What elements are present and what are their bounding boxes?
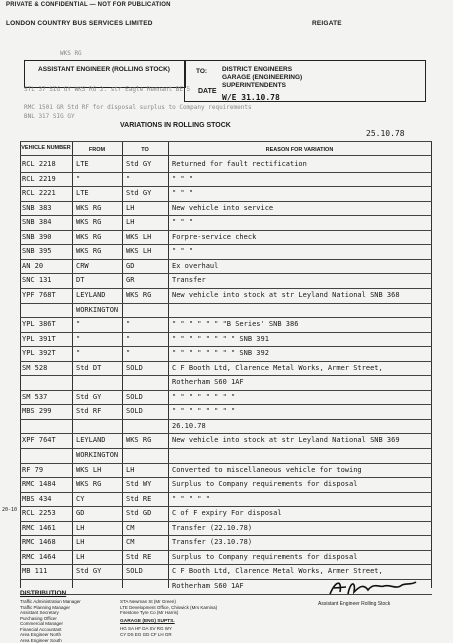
to-box [184,60,426,102]
from-box [24,60,186,88]
to-cell: Std GY [126,160,151,168]
reason-cell: Returned for fault rectification [172,160,307,168]
table-rule [20,521,432,522]
signature-title: Assistant Engineer Rolling Stock [318,601,390,607]
reason-cell: Transfer (22.10.78) [172,524,252,532]
table-rule [20,186,432,187]
reason-cell: C F Booth Ltd, Clarence Metal Works, Armer Street, [172,567,383,575]
reason-cell: New vehicle into stock at str Leyland National SNB 369 [172,436,400,444]
table-rule [20,259,432,260]
variations-table [20,141,432,588]
column-header-reason: REASON FOR VARIATION [168,147,431,153]
to-cell: GR [126,276,134,284]
from-cell: LTE [76,189,89,197]
reason-cell: " " " [172,189,193,197]
from-cell: WKS LH [76,466,101,474]
from-cell: Std GY [76,393,101,401]
column-header-vehicle: VEHICLE NUMBER [20,145,72,151]
reason-cell: " " " " " [172,495,210,503]
reason-cell: Ex overhaul [172,262,218,270]
table-rule [20,564,432,565]
vehicle-cell: RMC 1464 [22,553,56,561]
distribution-item: Traffic Planning Manager [20,605,81,611]
reason-cell: Transfer (23.10.78) [172,538,252,546]
distribution-item: Commercial Manager [20,621,81,627]
table-rule [20,390,432,391]
table-rule [20,303,432,304]
recipient: SUPERINTENDENTS [222,82,302,90]
column-header-from: FROM [72,147,122,153]
to-cell: SOLD [126,393,143,401]
table-rule [20,346,432,347]
table-rule [20,361,432,362]
reason-cell: Forpre-service check [172,233,256,241]
from-cell: WKS RG [76,480,101,488]
vehicle-cell: RMC 1461 [22,524,56,532]
column-header-to: TO [122,147,168,153]
form-date: 25.10.78 [366,129,405,138]
to-cell: LH [126,204,134,212]
to-cell: WKS RG [126,436,151,444]
from-cell: WKS RG [76,247,101,255]
reason-cell: Surplus to Company requirements for disposal [172,553,357,561]
from-cell: " [76,175,80,183]
distribution-item: Purchasing Officer [20,616,81,622]
recipient: GARAGE (ENGINEERING) [222,74,302,82]
distribution-list-1 [20,599,81,643]
to-cell: WKS LH [126,233,151,241]
table-rule [20,141,432,142]
table-rule [20,506,432,507]
vehicle-cell: RCL 2219 [22,175,56,183]
faint-text: WKS RG [60,50,82,57]
to-cell: Std RE [126,495,151,503]
vehicle-cell: MBS 299 [22,407,52,415]
confidential-banner: PRIVATE & CONFIDENTIAL — NOT FOR PUBLICATION [6,2,171,8]
table-rule [20,550,432,551]
distribution-list-2 [120,599,217,616]
table-rule [20,419,432,420]
from-cell: DT [76,276,84,284]
distribution-item: LTE Development Office, Chiswick (Mrs Kamina) [120,605,217,611]
table-rule [20,288,432,289]
from-cell: LH [76,524,84,532]
reason-cell: " " " [172,175,193,183]
reason-cell: New vehicle into stock at str Leyland National SNB 368 [172,291,400,299]
distribution-item: Area Engineer North [20,632,81,638]
distribution-item: Firestone Tyre Co (Mr Harris) [120,610,217,616]
from-cell: WORKINGTON [76,306,118,314]
vehicle-cell: SNB 384 [22,218,52,226]
to-cell: SOLD [126,364,143,372]
date-label: DATE [198,88,217,96]
to-cell: SOLD [126,567,143,575]
table-rule [20,215,432,216]
vehicle-cell: YPL 386T [22,320,56,328]
to-cell: WKS RG [126,291,151,299]
from-cell: GD [76,509,84,517]
from-cell: CY [76,495,84,503]
vehicle-cell: YPF 768T [22,291,56,299]
from-cell: WORKINGTON [76,451,118,459]
to-cell: CM [126,524,134,532]
form-title: VARIATIONS IN ROLLING STOCK [120,122,231,129]
table-rule [20,463,432,464]
vehicle-cell: YPL 392T [22,349,56,357]
vehicle-cell: SM 528 [22,364,47,372]
to-cell: Std WY [126,480,151,488]
vehicle-cell: RMC 1484 [22,480,56,488]
to-cell: Std RE [126,553,151,561]
faint-text: RMC 1501 GR Std RF for disposal surplus to Company requirements [24,104,252,111]
table-rule [20,448,432,449]
table-rule [20,535,432,536]
signature-icon [326,576,420,600]
to-cell: WKS LH [126,247,151,255]
recipient: DISTRICT ENGINEERS [222,66,302,74]
table-rule [20,492,432,493]
vehicle-cell: SNC 131 [22,276,52,284]
reason-cell: " " " " " " " " SNB 392 [172,349,269,357]
to-cell: " [126,335,130,343]
from-cell: Std GY [76,567,101,575]
reason-cell: " " " [172,247,193,255]
table-rule [20,477,432,478]
reason-cell: " " " " " " " " [172,407,235,415]
garage-label: GARAGE (ENG) SUPTS. [120,619,175,624]
from-cell: " [76,320,80,328]
vehicle-cell: SNB 383 [22,204,52,212]
table-rule [20,172,432,173]
from-cell: " [76,335,80,343]
from-cell: LEYLAND [76,291,106,299]
reason-cell: Converted to miscellaneous vehicle for towing [172,466,362,474]
distribution-item: Financial Accountant [20,627,81,633]
garage-code-line: CY DS EG GD CF LH GR [120,632,172,638]
garage-code-line: HG SA HF DA SV RG WY [120,626,172,632]
vehicle-cell: MBS 434 [22,495,52,503]
vehicle-cell: SNB 390 [22,233,52,241]
from-cell: LEYLAND [76,436,106,444]
vehicle-cell: XPF 764T [22,436,56,444]
week-ending: W/E 31.10.78 [222,94,280,102]
vehicle-cell: YPL 391T [22,335,56,343]
table-rule [20,433,432,434]
from-cell: LH [76,538,84,546]
to-cell: SOLD [126,407,143,415]
distribution-item: STA Newman St (Mr Green) [120,599,217,605]
vehicle-cell: RCL 2253 [22,509,56,517]
reason-cell: " " " " " " "B Series' SNB 386 [172,320,298,328]
reason-cell: Transfer [172,276,206,284]
to-cell: LH [126,218,134,226]
table-rule [20,155,432,156]
from-cell: LTE [76,160,89,168]
vehicle-cell: RF 79 [22,466,43,474]
to-cell: LH [126,466,134,474]
table-rule [20,404,432,405]
table-rule [20,273,432,274]
from-cell: CRW [76,262,89,270]
vehicle-cell: RCL 2221 [22,189,56,197]
table-rule [20,201,432,202]
vehicle-cell: MB 111 [22,567,47,575]
company-name: LONDON COUNTRY BUS SERVICES LIMITED [6,20,153,27]
to-cell: CM [126,538,134,546]
from-cell: WKS RG [76,204,101,212]
reason-cell: " " " " " " " " SNB 391 [172,335,269,343]
to-cell: " [126,320,130,328]
from-label: ASSISTANT ENGINEER (ROLLING STOCK) [34,66,174,74]
table-rule [20,332,432,333]
faint-text: BNL 317 SIG GY [24,113,75,120]
to-cell: GD [126,262,134,270]
to-cell: Std GY [126,189,151,197]
vehicle-cell: RMC 1468 [22,538,56,546]
vehicle-cell: SNB 395 [22,247,52,255]
reason-cell: New vehicle into service [172,204,273,212]
vehicle-cell: AN 20 [22,262,43,270]
margin-note: 20-10 [2,507,17,513]
distribution-item: Assistant Secretary [20,610,81,616]
garage-codes [120,626,172,637]
from-cell: Std RF [76,407,101,415]
reason-cell: " " " [172,218,193,226]
from-cell: WKS RG [76,233,101,241]
table-rule [20,317,432,318]
reason-cell: C of F expiry For disposal [172,509,282,517]
distribution-item: Traffic Administration Manager [20,599,81,605]
reason-cell: C F Booth Ltd, Clarence Metal Works, Armer Street, [172,364,383,372]
to-cell: " [126,175,130,183]
reason-cell: Rotherham S60 1AF [172,582,244,590]
reason-cell: " " " " " " " " [172,393,235,401]
to-cell: " [126,349,130,357]
to-cell: Std GD [126,509,151,517]
from-cell: " [76,349,80,357]
to-label: TO: [196,68,207,76]
table-rule [20,230,432,231]
faint-text: STL 37 SIG GY WKS RG 2. str Eagle Remnant BE 5 [24,86,424,93]
from-cell: Std DT [76,364,101,372]
distribution-label: DISTRIBUTION [20,590,66,597]
distribution-item: Area Engineer South [20,638,81,643]
from-cell: LH [76,553,84,561]
reason-cell: 26.10.78 [172,422,206,430]
from-cell: WKS RG [76,218,101,226]
table-rule [20,375,432,376]
location: REIGATE [312,20,342,27]
table-rule [20,244,432,245]
reason-cell: Rotherham S60 1AF [172,378,244,386]
reason-cell: Surplus to Company requirements for disposal [172,480,357,488]
vehicle-cell: SM 537 [22,393,47,401]
vehicle-cell: RCL 2218 [22,160,56,168]
